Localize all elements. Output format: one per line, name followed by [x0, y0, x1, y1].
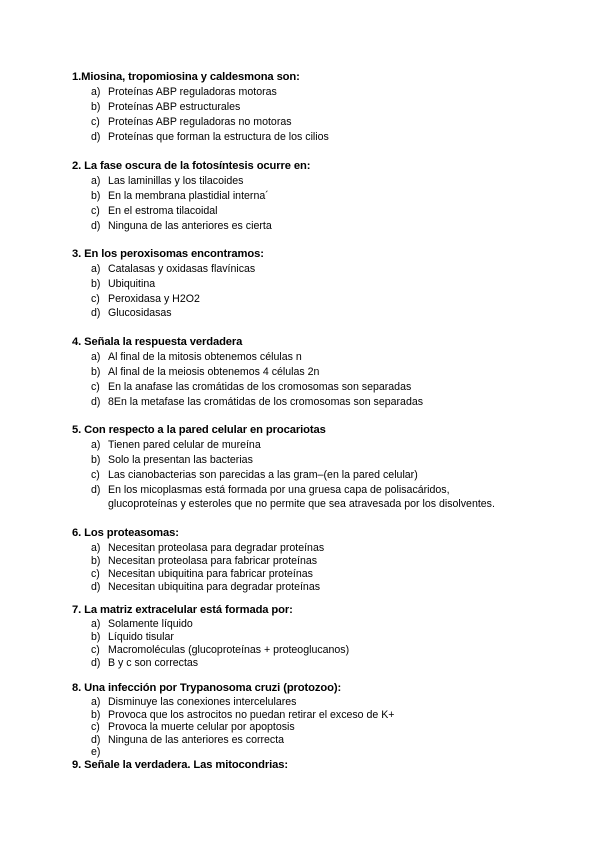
option-text: Provoca que los astrocitos no puedan retirar el exceso de K+: [108, 709, 395, 721]
option-text: Al final de la mitosis obtenemos células n: [108, 351, 302, 363]
option-text: Solamente líquido: [108, 618, 193, 630]
option-letter: c): [91, 568, 100, 580]
option-text: Necesitan ubiquitina para degradar proteínas: [108, 581, 321, 593]
option-text: Provoca la muerte celular por apoptosis: [108, 721, 295, 733]
option-text: Las laminillas y los tilacoides: [108, 175, 244, 187]
option-letter: c): [91, 469, 100, 481]
option-letter: c): [91, 644, 100, 656]
question-title: 7. La matriz extracelular está formada por:: [72, 604, 293, 616]
option-letter: a): [91, 542, 101, 554]
option-letter: d): [91, 396, 101, 408]
option-letter: c): [91, 205, 100, 217]
option-letter: e): [91, 746, 101, 758]
option-text: Ninguna de las anteriores es correcta: [108, 734, 285, 746]
option-letter: d): [91, 220, 101, 232]
option-text: Proteínas ABP reguladoras motoras: [108, 86, 277, 98]
option-letter: c): [91, 381, 100, 393]
option-letter: b): [91, 278, 101, 290]
option-letter: a): [91, 351, 101, 363]
option-text: Al final de la meiosis obtenemos 4 células 2n: [108, 366, 320, 378]
option-text: Ninguna de las anteriores es cierta: [108, 220, 272, 232]
option-text: Glucosidasas: [108, 307, 172, 319]
option-letter: c): [91, 116, 100, 128]
question-title: 9. Señale la verdadera. Las mitocondrias:: [72, 759, 289, 771]
question-title: 1.Miosina, tropomiosina y caldesmona son:: [72, 71, 300, 83]
option-letter: a): [91, 439, 101, 451]
option-letter: b): [91, 101, 101, 113]
option-letter: b): [91, 631, 101, 643]
option-text: Disminuye las conexiones intercelulares: [108, 696, 297, 708]
option-letter: a): [91, 263, 101, 275]
option-letter: b): [91, 190, 101, 202]
option-text: Solo la presentan las bacterias: [108, 454, 253, 466]
option-letter: d): [91, 131, 101, 143]
option-letter: b): [91, 454, 101, 466]
option-text: Necesitan ubiquitina para fabricar proteínas: [108, 568, 313, 580]
question-title: 6. Los proteasomas:: [72, 527, 179, 539]
option-text: Proteínas ABP reguladoras no motoras: [108, 116, 292, 128]
option-text: Ubiquitina: [108, 278, 156, 290]
option-letter: d): [91, 484, 101, 496]
option-text: B y c son correctas: [108, 657, 199, 669]
option-text: Proteínas ABP estructurales: [108, 101, 241, 113]
option-text: Necesitan proteolasa para degradar proteínas: [108, 542, 325, 554]
option-text: Proteínas que forman la estructura de los cilios: [108, 131, 329, 143]
question-title: 8. Una infección por Trypanosoma cruzi (protozoo):: [72, 682, 342, 694]
option-letter: b): [91, 555, 101, 567]
option-text: En los micoplasmas está formada por una gruesa capa de polisacáridos,: [108, 484, 450, 496]
option-text: En el estroma tilacoidal: [108, 205, 218, 217]
option-letter: a): [91, 618, 101, 630]
option-letter: b): [91, 709, 101, 721]
option-text: Las cianobacterias son parecidas a las gram–(en la pared celular): [108, 469, 418, 481]
option-text: Peroxidasa y H2O2: [108, 293, 200, 305]
option-letter: a): [91, 696, 101, 708]
option-text: Macromoléculas (glucoproteínas + proteoglucanos): [108, 644, 350, 656]
option-letter: a): [91, 175, 101, 187]
question-title: 3. En los peroxisomas encontramos:: [72, 248, 264, 260]
question-title: 2. La fase oscura de la fotosíntesis ocurre en:: [72, 160, 311, 172]
option-text-continuation: glucoproteínas y esteroles que no permite que sea atravesada por los disolventes.: [108, 498, 495, 510]
option-letter: d): [91, 581, 101, 593]
option-text: Tienen pared celular de mureína: [108, 439, 261, 451]
option-text: En la membrana plastidial interna´: [108, 190, 269, 202]
option-text: Líquido tisular: [108, 631, 174, 643]
option-letter: d): [91, 734, 101, 746]
option-letter: d): [91, 657, 101, 669]
option-letter: b): [91, 366, 101, 378]
option-text: Catalasas y oxidasas flavínicas: [108, 263, 256, 275]
option-letter: d): [91, 307, 101, 319]
question-title: 4. Señala la respuesta verdadera: [72, 336, 243, 348]
option-text: En la anafase las cromátidas de los cromosomas son separadas: [108, 381, 412, 393]
option-text: 8En la metafase las cromátidas de los cromosomas son separadas: [108, 396, 424, 408]
question-title: 5. Con respecto a la pared celular en procariotas: [72, 424, 326, 436]
option-text: Necesitan proteolasa para fabricar proteínas: [108, 555, 318, 567]
option-letter: a): [91, 86, 101, 98]
option-letter: c): [91, 721, 100, 733]
option-letter: c): [91, 293, 100, 305]
